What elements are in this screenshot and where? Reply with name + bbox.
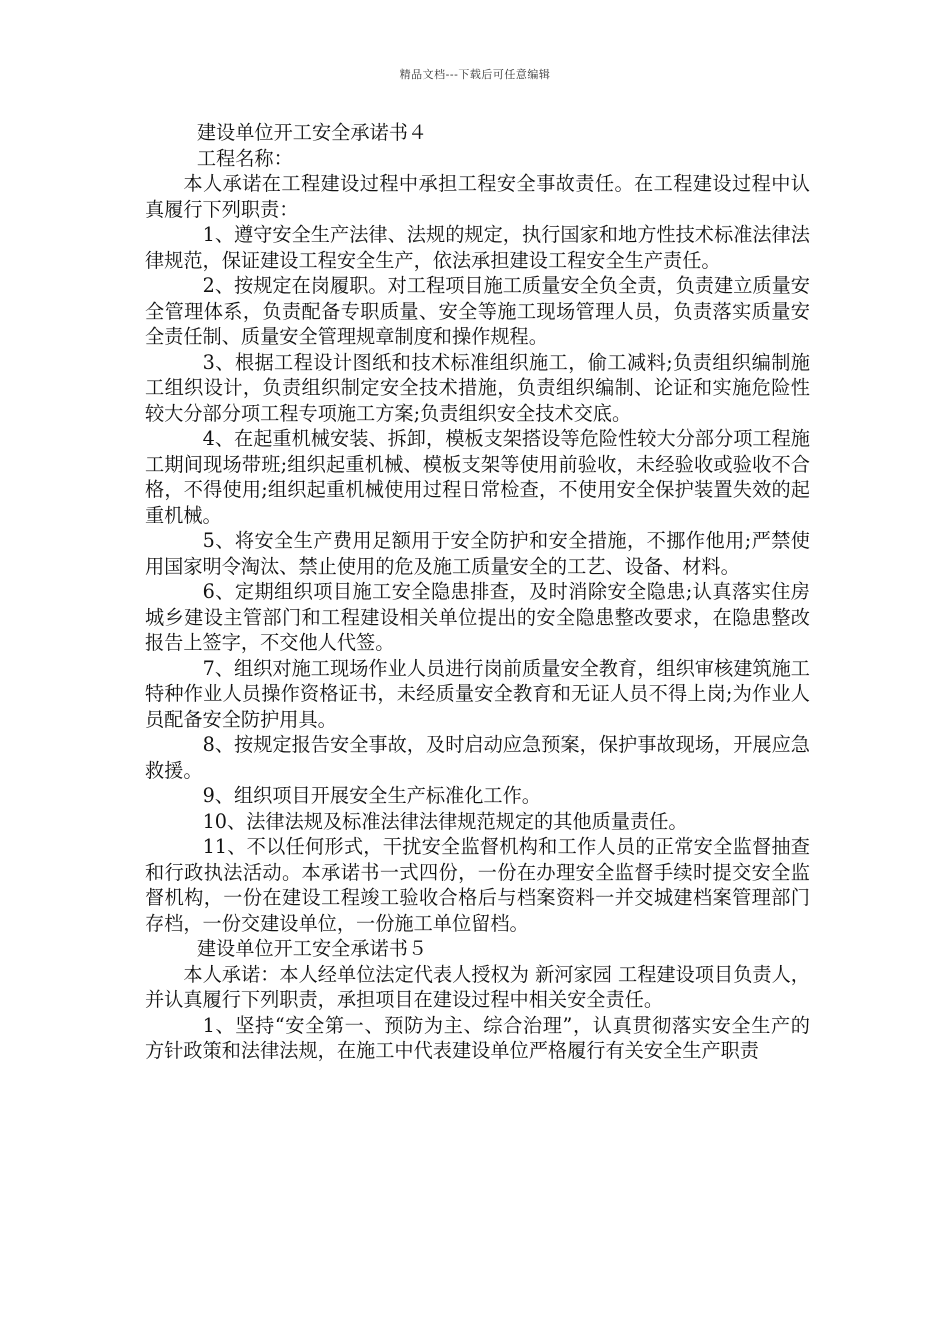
list-item: 5、将安全生产费用足额用于安全防护和安全措施，不挪作他用;严禁使用国家明令淘汰、禁止使用的危及施工质量安全的工艺、设备、材料。: [145, 529, 810, 578]
list-item: 10、法律法规及标准法律法律规范规定的其他质量责任。: [202, 809, 688, 833]
project-name-label: 工程名称：: [196, 146, 293, 170]
paragraph: 本人承诺：本人经单位法定代表人授权为 新河家园 工程建设项目负责人，并认真履行下列职责，承担项目在建设过程中相关安全责任。: [145, 962, 810, 1011]
list-item: 7、组织对施工现场作业人员进行岗前质量安全教育，组织审核建筑施工特种作业人员操作资格证书，未经质量安全教育和无证人员不得上岗;为作业人员配备安全防护用具。: [145, 656, 810, 731]
list-item: 1、遵守安全生产法律、法规的规定，执行国家和地方性技术标准法律法律规范，保证建设工程安全生产，依法承担建设工程安全生产责任。: [145, 223, 810, 272]
section-title: 建设单位开工安全承诺书４: [196, 121, 428, 144]
list-item: 11、不以任何形式，干扰安全监督机构和工作人员的正常安全监督抽查和行政执法活动。本承诺书一式四份，一份在办理安全监督手续时提交安全监督机构，一份在建设工程竣工验收合格后与档案资料一并交城建档案管理部门存档，一份交建设单位，一份施工单位留档。: [145, 835, 810, 935]
document-body: [145, 120, 810, 1064]
list-item: 1、坚持“安全第一、预防为主、综合治理”，认真贯彻落实安全生产的方针政策和法律法规，在施工中代表建设单位严格履行有关安全生产职责: [145, 1013, 810, 1062]
list-item: 3、根据工程设计图纸和技术标准组织施工，偷工减料;负责组织编制施工组织设计，负责组织制定安全技术措施，负责组织编制、论证和实施危险性较大分部分项工程专项施工方案;负责组织安全技术交底。: [145, 350, 810, 425]
page-header-watermark: 精品文档---下载后可任意编辑: [399, 68, 551, 81]
section-title: 建设单位开工安全承诺书５: [196, 937, 428, 960]
list-item: 4、在起重机械安装、拆卸，模板支架搭设等危险性较大分部分项工程施工期间现场带班;组织起重机械、模板支架等使用前验收，未经验收或验收不合格，不得使用;组织起重机械使用过程日常检查，不使用安全保护装置失效的起重机械。: [145, 427, 810, 527]
paragraph: 本人承诺在工程建设过程中承担工程安全事故责任。在工程建设过程中认真履行下列职责：: [145, 172, 810, 221]
list-item: 6、定期组织项目施工安全隐患排查，及时消除安全隐患;认真落实住房城乡建设主管部门和工程建设相关单位提出的安全隐患整改要求，在隐患整改报告上签字，不交他人代签。: [145, 580, 810, 654]
list-item: 9、组织项目开展安全生产标准化工作。: [202, 784, 541, 807]
list-item: 2、按规定在岗履职。对工程项目施工质量安全负全责，负责建立质量安全管理体系，负责配备专职质量、安全等施工现场管理人员，负责落实质量安全责任制、质量安全管理规章制度和操作规程。: [145, 274, 810, 348]
list-item: 8、按规定报告安全事故，及时启动应急预案，保护事故现场，开展应急救援。: [145, 733, 810, 782]
